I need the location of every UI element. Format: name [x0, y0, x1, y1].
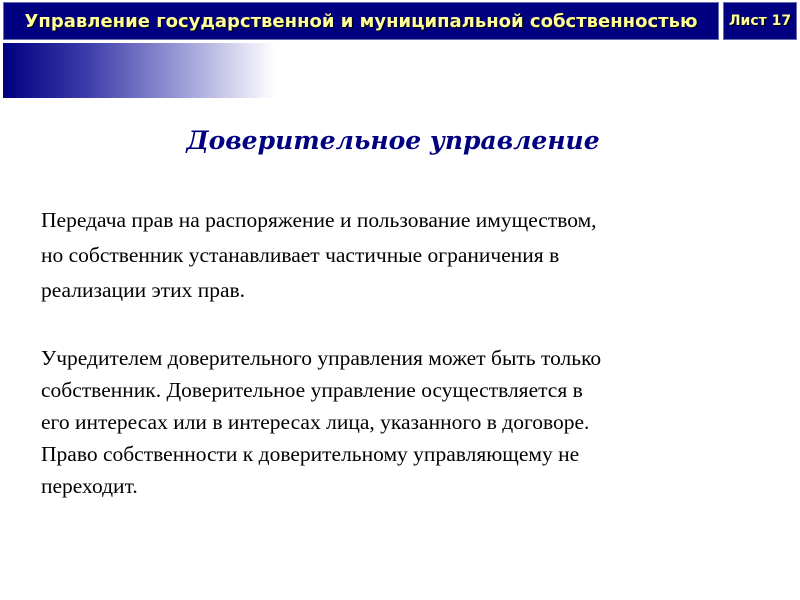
- paragraph-line: собственник. Доверительное управление осуществляется в: [41, 378, 583, 402]
- sheet-number: Лист 17: [728, 13, 792, 29]
- paragraph-line: Учредителем доверительного управления может быть только: [41, 346, 602, 370]
- paragraph-line: реализации этих прав.: [41, 278, 246, 302]
- paragraph-founder: [41, 342, 781, 502]
- sheet-number-box: [723, 2, 797, 40]
- paragraph-line: Передача прав на распоряжение и пользование имуществом,: [41, 208, 597, 232]
- decorative-gradient-band: [3, 43, 275, 98]
- slide-title: Доверительное управление: [186, 126, 600, 155]
- paragraph-line: его интересах или в интересах лица, указанного в договоре.: [41, 410, 590, 434]
- paragraph-line: переходит.: [41, 474, 138, 498]
- paragraph-definition: [41, 203, 781, 308]
- header-bar: [3, 2, 719, 40]
- paragraph-line: но собственник устанавливает частичные ограничения в: [41, 243, 560, 267]
- paragraph-line: Право собственности к доверительному управляющему не: [41, 442, 580, 466]
- header-title: Управление государственной и муниципальной собственностью: [24, 10, 698, 32]
